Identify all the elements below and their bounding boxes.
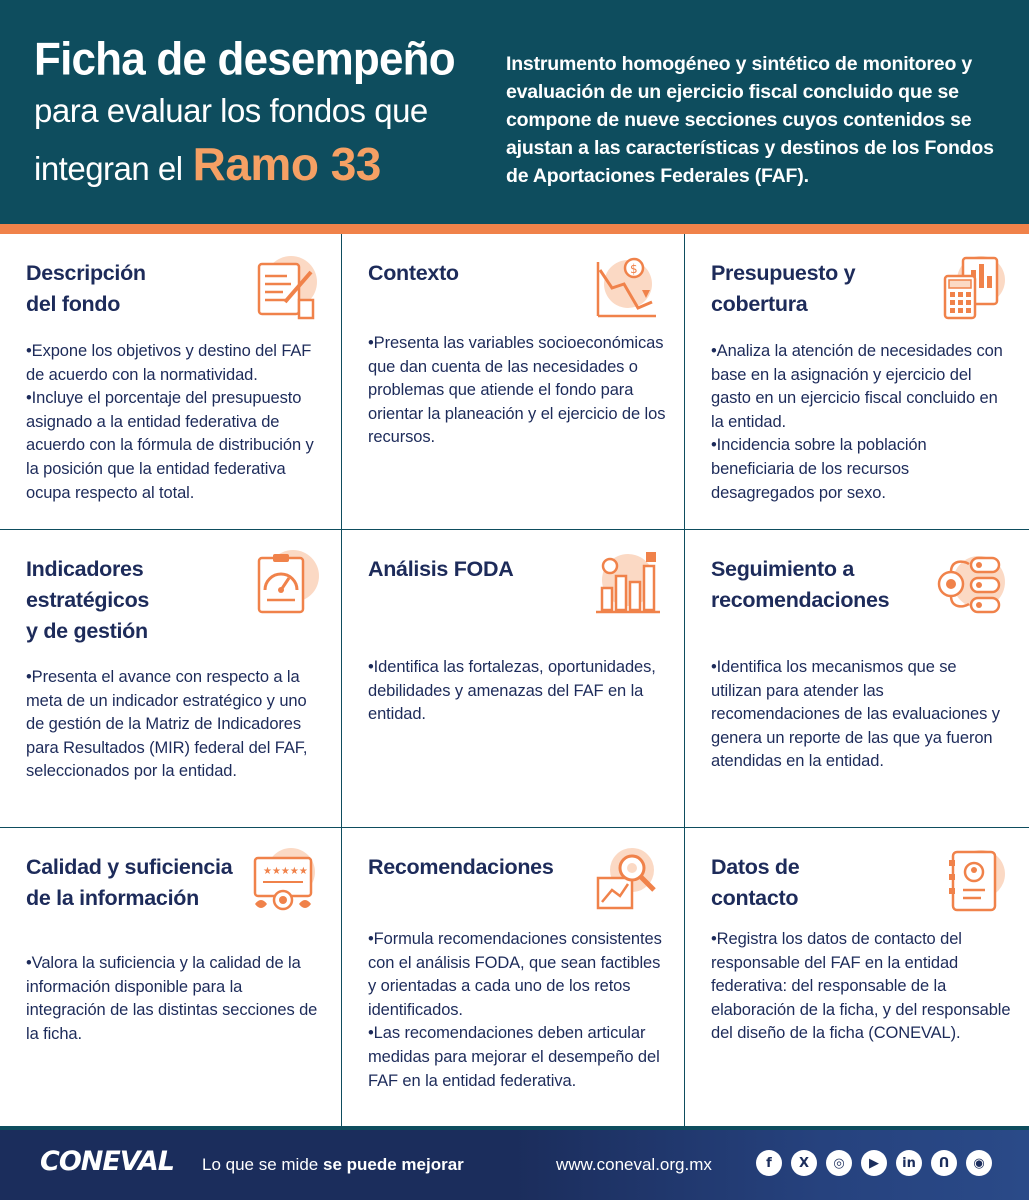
section-paragraph: •Incidencia sobre la población beneficiaria de los recursos desagregados por sexo.	[711, 436, 927, 502]
certificate-icon	[245, 844, 321, 920]
youtube-icon[interactable]: ▶	[861, 1150, 887, 1176]
section-title-line: Análisis FODA	[368, 557, 514, 581]
contact-book-icon	[933, 844, 1009, 920]
sections-grid	[0, 234, 1029, 1126]
svg-text:$: $	[630, 262, 638, 276]
document-pen-icon	[245, 250, 321, 326]
section-title-line: contacto	[711, 886, 799, 910]
section-paragraph: •Registra los datos de contacto del responsable del FAF en la entidad federativa: del responsable de la elaboración de la ficha, y del responsable del diseño de la ficha (CONEVAL).	[711, 930, 1011, 1043]
section-title-line: recomendaciones	[711, 588, 890, 612]
title-line-3-prefix: integran el	[34, 150, 183, 187]
facebook-icon[interactable]: f	[756, 1150, 782, 1176]
section-card	[685, 234, 1029, 530]
section-card	[342, 234, 685, 530]
section-title-line: y de gestión	[26, 619, 148, 643]
slogan-prefix: Lo que se mide	[202, 1155, 319, 1174]
section-paragraph: •Identifica los mecanismos que se utilizan para atender las recomendaciones de las evaluaciones y genera un reporte de las que ya fueron atendidas en la entidad.	[711, 658, 1000, 771]
section-title	[26, 258, 241, 320]
section-body	[711, 928, 1011, 1046]
section-paragraph: •Valora la suficiencia y la calidad de la información disponible para la integración de las distintas secciones de la ficha.	[26, 954, 318, 1043]
section-title	[26, 554, 241, 647]
intro-text: Instrumento homogéneo y sintético de monitoreo y evaluación de un ejercicio fiscal concluido que se compone de nueve secciones cuyos contenidos se ajustan a las características y destinos de los Fondos de Aportaciones Federales (FAF).	[506, 53, 994, 187]
coneval-logo[interactable]: CONEVAL	[40, 1146, 174, 1177]
footer-slogan	[202, 1155, 464, 1175]
title-highlight: Ramo 33	[192, 138, 381, 190]
declining-chart-icon	[588, 250, 664, 326]
section-title	[711, 554, 926, 616]
target-checklist-icon	[933, 546, 1009, 622]
section-paragraph: •Expone los objetivos y destino del FAF de acuerdo con la normatividad.	[26, 342, 312, 384]
section-paragraph: •Incluye el porcentaje del presupuesto asignado a la entidad federativa de acuerdo con la fórmula de distribución y la posición que la entidad federativa ocupa respecto al total.	[26, 389, 314, 502]
section-paragraph: •Presenta las variables socioeconómicas que dan cuenta de las necesidades o problemas que atiende el fondo para orientar la planeación y el ejercicio de los recursos.	[368, 334, 666, 447]
podcast-icon[interactable]: ◉	[966, 1150, 992, 1176]
section-paragraph: •Formula recomendaciones consistentes con el análisis FODA, que sean factibles y orientadas a cada uno de los retos identificados.	[368, 930, 662, 1019]
gauge-clipboard-icon	[245, 546, 321, 622]
linkedin-icon[interactable]: in	[896, 1150, 922, 1176]
title-line-3	[34, 136, 504, 197]
section-body	[26, 952, 326, 1046]
section-title-line: Indicadores	[26, 557, 144, 581]
website-link[interactable]: www.coneval.org.mx	[556, 1155, 712, 1174]
section-title-line: Descripción	[26, 261, 146, 285]
page-title	[34, 34, 504, 197]
section-paragraph: •Analiza la atención de necesidades con base en la asignación y ejercicio del gasto en un ejercicio fiscal concluido en la entidad.	[711, 342, 1003, 431]
section-paragraph: •Las recomendaciones deben articular medidas para mejorar el desempeño del FAF en la entidad federativa.	[368, 1024, 660, 1090]
section-title-line: Presupuesto y	[711, 261, 856, 285]
section-card	[0, 530, 342, 828]
section-title	[26, 852, 241, 914]
section-body	[368, 332, 668, 450]
section-title-line: Datos de	[711, 855, 800, 879]
social-links	[756, 1150, 992, 1176]
section-body	[368, 656, 668, 727]
section-title-line: cobertura	[711, 292, 808, 316]
section-card	[342, 530, 685, 828]
x-icon[interactable]: X	[791, 1150, 817, 1176]
section-body	[26, 340, 326, 505]
section-title	[711, 258, 926, 320]
threads-icon[interactable]: ᑎ	[931, 1150, 957, 1176]
section-card	[0, 828, 342, 1126]
section-title	[368, 554, 583, 585]
section-body	[368, 928, 668, 1093]
section-title	[368, 852, 583, 883]
section-title-line: Calidad y suficiencia	[26, 855, 233, 879]
section-card	[0, 234, 342, 530]
footer-top-stripe	[0, 1126, 1029, 1130]
section-body	[711, 340, 1011, 505]
section-title-line: del fondo	[26, 292, 121, 316]
section-paragraph: •Presenta el avance con respecto a la meta de un indicador estratégico y uno de gestión de la Matriz de Indicadores para Resultados (MIR) federal del FAF, seleccionados por la entidad.	[26, 668, 308, 781]
section-title-line: de la información	[26, 886, 199, 910]
section-title	[711, 852, 926, 914]
section-paragraph: •Identifica las fortalezas, oportunidades, debilidades y amenazas del FAF en la entidad.	[368, 658, 656, 724]
section-title-line: Recomendaciones	[368, 855, 554, 879]
section-body	[711, 656, 1011, 774]
section-card	[685, 530, 1029, 828]
section-card	[685, 828, 1029, 1126]
section-title-line: estratégicos	[26, 588, 150, 612]
section-body	[26, 666, 326, 784]
slogan-bold: se puede mejorar	[322, 1155, 464, 1174]
calculator-report-icon	[933, 250, 1009, 326]
instagram-icon[interactable]: ◎	[826, 1150, 852, 1176]
magnifier-chart-icon	[588, 844, 664, 920]
section-card	[342, 828, 685, 1126]
title-line-1: Ficha de desempeño	[34, 33, 455, 86]
section-title-line: Contexto	[368, 261, 459, 285]
title-line-2: para evaluar los fondos que	[34, 92, 428, 129]
header-accent-stripe	[0, 224, 1029, 234]
section-title	[368, 258, 583, 289]
svg-text:★★★★★: ★★★★★	[263, 866, 308, 877]
bar-chart-analysis-icon	[588, 546, 664, 622]
section-title-line: Seguimiento a	[711, 557, 855, 581]
